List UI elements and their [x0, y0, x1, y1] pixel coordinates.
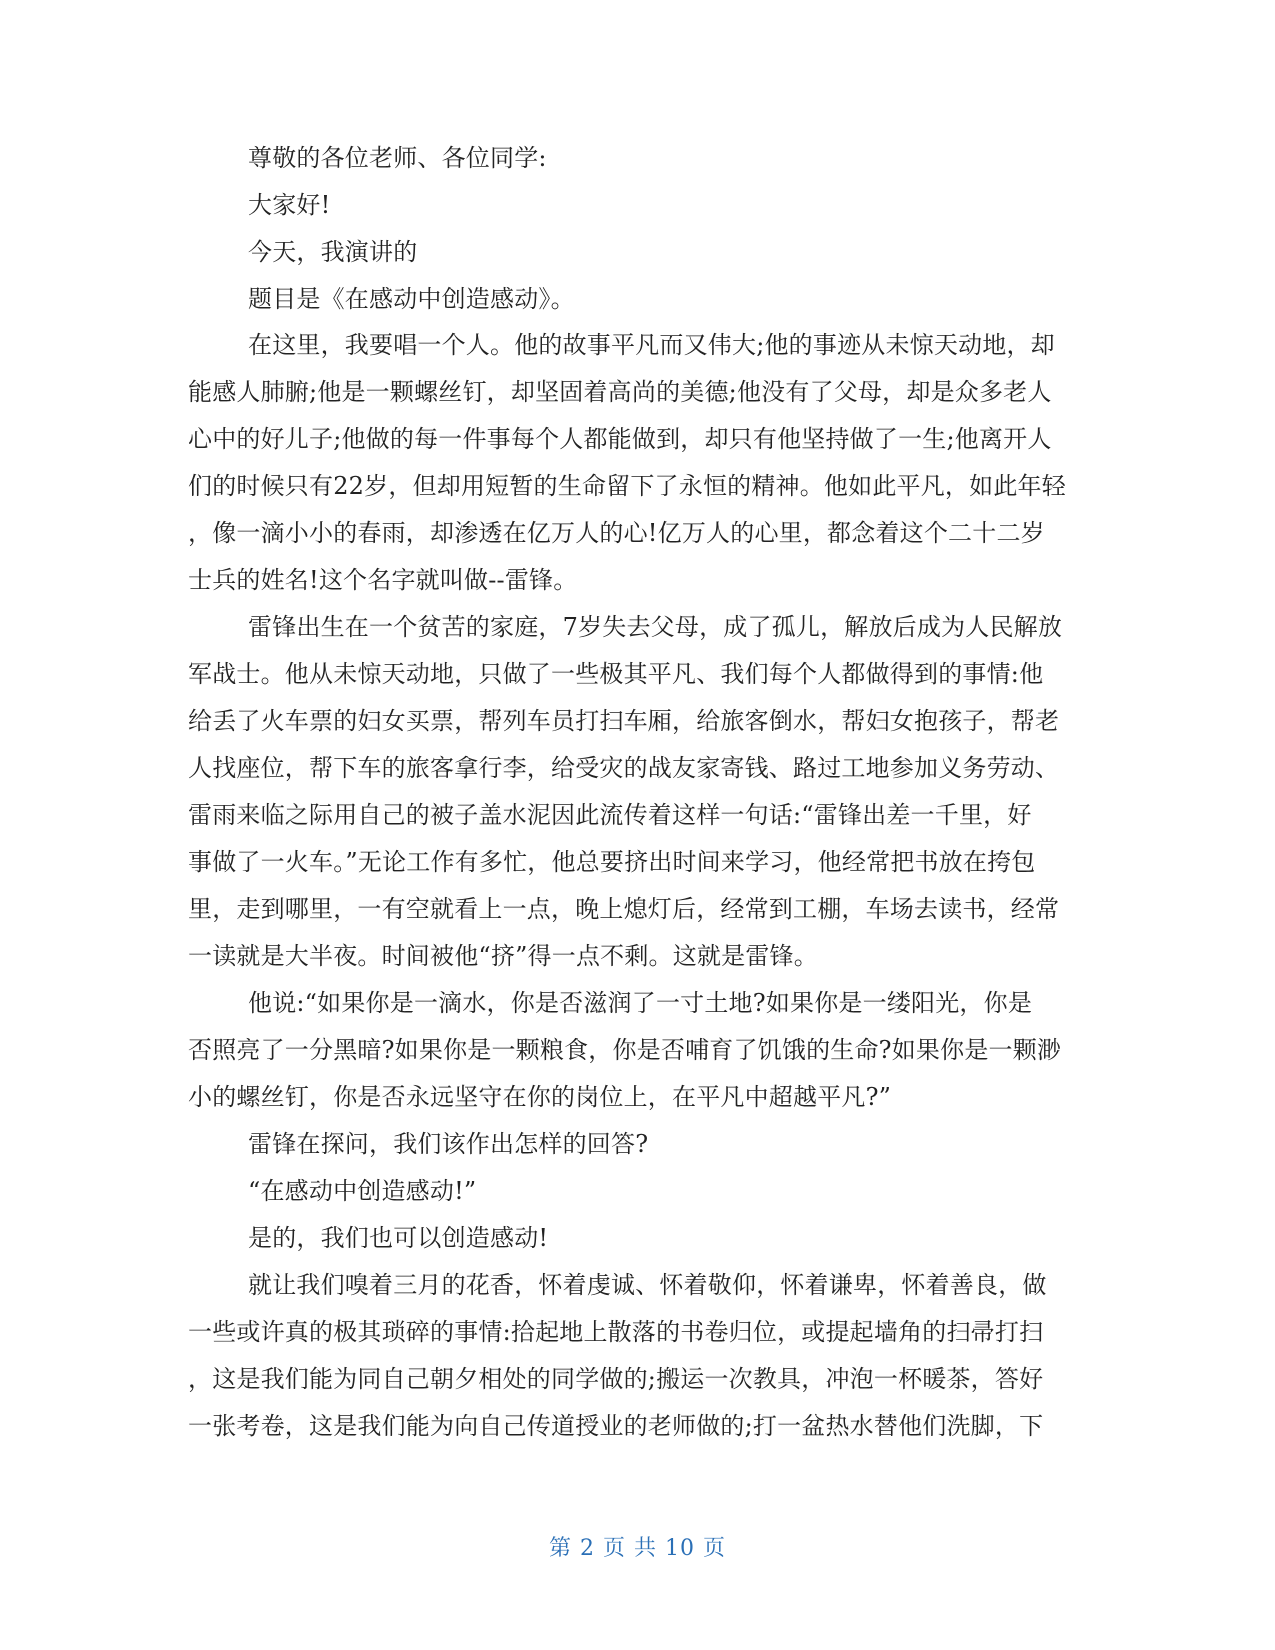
- body-line: 们的时候只有22岁，但却用短暂的生命留下了永恒的精神。他如此平凡，如此年轻: [188, 472, 1066, 500]
- body-line: 他说:“如果你是一滴水，你是否滋润了一寸土地?如果你是一缕阳光，你是: [248, 989, 1033, 1017]
- greeting-line: 大家好!: [248, 191, 331, 219]
- salutation-line: 尊敬的各位老师、各位同学:: [248, 144, 547, 172]
- body-line: 士兵的姓名!这个名字就叫做--雷锋。: [188, 566, 578, 594]
- body-line: 雷锋出生在一个贫苦的家庭，7岁失去父母，成了孤儿，解放后成为人民解放: [248, 613, 1063, 641]
- body-line: 心中的好儿子;他做的每一件事每个人都能做到，却只有他坚持做了一生;他离开人: [188, 425, 1052, 453]
- body-line: 否照亮了一分黑暗?如果你是一颗粮食，你是否哺育了饥饿的生命?如果你是一颗渺: [188, 1036, 1062, 1064]
- body-line: 一读就是大半夜。时间被他“挤”得一点不剩。这就是雷锋。: [188, 942, 818, 970]
- body-line: ，这是我们能为同自己朝夕相处的同学做的;搬运一次教具，冲泡一杯暖茶，答好: [188, 1365, 1044, 1393]
- body-line: 就让我们嗅着三月的花香，怀着虔诚、怀着敬仰，怀着谦卑，怀着善良，做: [248, 1271, 1047, 1299]
- body-line: 是的，我们也可以创造感动!: [248, 1224, 549, 1252]
- body-line: 小的螺丝钉，你是否永远坚守在你的岗位上，在平凡中超越平凡?”: [188, 1083, 892, 1111]
- body-line: 雷锋在探问，我们该作出怎样的回答?: [248, 1130, 649, 1158]
- page-number-footer: 第 2 页 共 10 页: [549, 1536, 726, 1561]
- body-line: 一张考卷，这是我们能为向自己传道授业的老师做的;打一盆热水替他们洗脚，下: [188, 1412, 1044, 1440]
- body-line: 军战士。他从未惊天动地，只做了一些极其平凡、我们每个人都做得到的事情:他: [188, 660, 1044, 688]
- title-line: 题目是《在感动中创造感动》。: [248, 285, 575, 313]
- body-line: 一些或许真的极其琐碎的事情:拾起地上散落的书卷归位，或提起墙角的扫帚打扫: [188, 1318, 1044, 1346]
- body-line: “在感动中创造感动!”: [248, 1177, 477, 1205]
- body-line: 今天，我演讲的: [248, 238, 418, 266]
- body-line: ，像一滴小小的春雨，却渗透在亿万人的心!亿万人的心里，都念着这个二十二岁: [188, 519, 1045, 547]
- body-line: 能感人肺腑;他是一颗螺丝钉，却坚固着高尚的美德;他没有了父母，却是众多老人: [188, 378, 1052, 406]
- body-line: 事做了一火车。”无论工作有多忙，他总要挤出时间来学习，他经常把书放在挎包: [188, 848, 1036, 876]
- body-line: 雷雨来临之际用自己的被子盖水泥因此流传着这样一句话:“雷锋出差一千里，好: [188, 801, 1032, 829]
- body-line: 给丢了火车票的妇女买票，帮列车员打扫车厢，给旅客倒水，帮妇女抱孩子，帮老: [188, 707, 1060, 735]
- body-line: 在这里，我要唱一个人。他的故事平凡而又伟大;他的事迹从未惊天动地，却: [248, 331, 1055, 359]
- body-line: 人找座位，帮下车的旅客拿行李，给受灾的战友家寄钱、路过工地参加义务劳动、: [188, 754, 1060, 782]
- body-line: 里，走到哪里，一有空就看上一点，晚上熄灯后，经常到工棚，车场去读书，经常: [188, 895, 1060, 923]
